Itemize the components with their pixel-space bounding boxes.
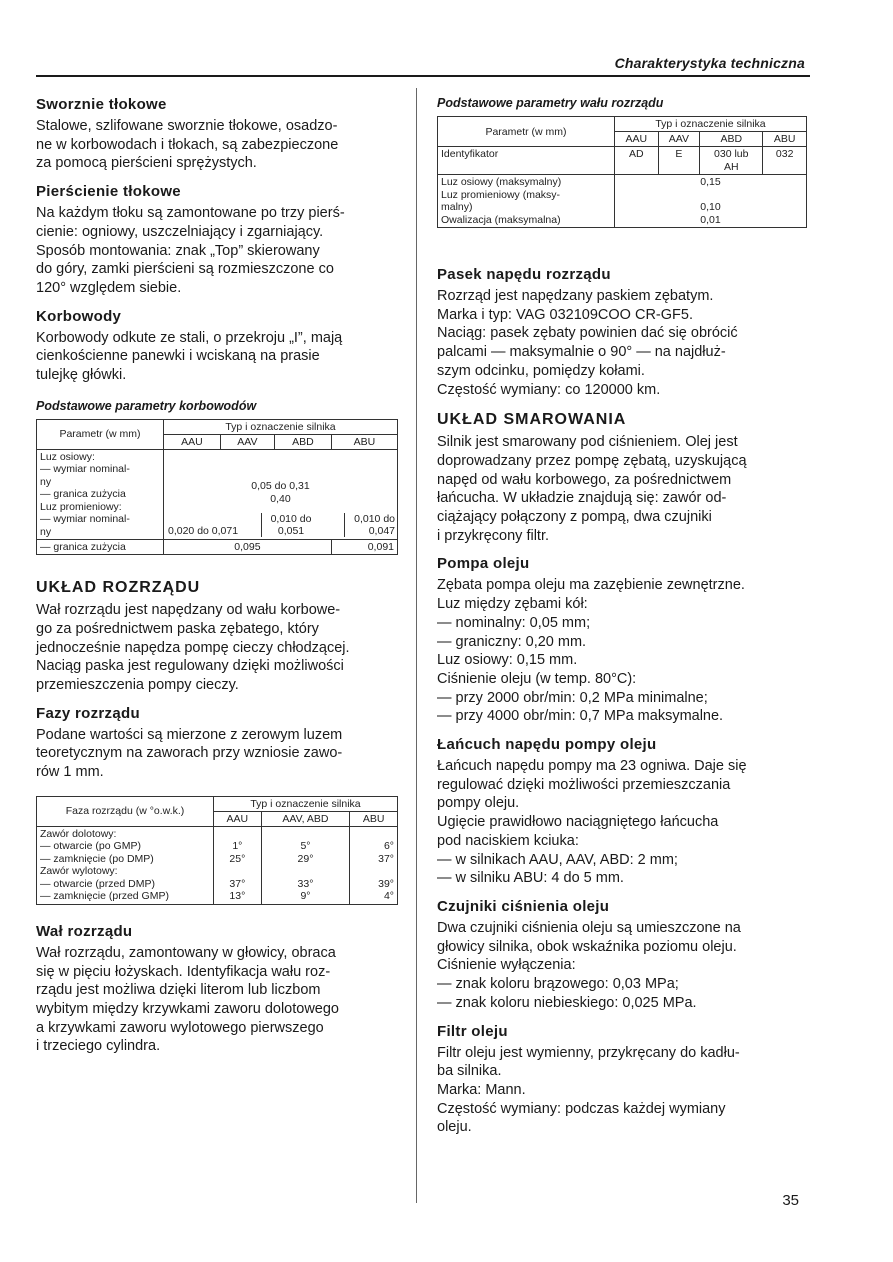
text-line: — wymiar nominal- xyxy=(40,513,130,526)
section-title: Pierścienie tłokowe xyxy=(36,183,181,201)
section-title: Pompa oleju xyxy=(437,555,530,573)
table-value: 29° xyxy=(297,852,314,865)
text-line: Filtr oleju jest wymienny, przykręcany do kadłu- xyxy=(437,1044,740,1061)
table-header: AAU xyxy=(214,811,262,826)
text-line: doprowadzany przez pompę zębatą, uzyskującą xyxy=(437,452,747,469)
table-header: ABU xyxy=(763,132,807,147)
text-line: Częstość wymiany: co 120000 km. xyxy=(437,381,661,398)
table-value: 0,010 do 0,047 xyxy=(344,513,395,537)
paragraph xyxy=(36,117,398,173)
text-line: Owalizacja (maksymalna) xyxy=(441,213,561,226)
text-line: wybitym między krzywkami zaworu dolotowego xyxy=(36,1000,339,1017)
table-value: 0,01 xyxy=(700,213,721,226)
text-line: Zawór wylotowy: xyxy=(40,865,118,878)
table-value: 37° xyxy=(229,877,246,890)
table-cell: Identyfikator xyxy=(438,147,615,175)
text-line: — zamknięcie (przed GMP) xyxy=(40,890,169,903)
text-line: rów 1 mm. xyxy=(36,764,104,781)
text-line: — graniczny: 0,20 mm. xyxy=(437,633,587,650)
text-line: oleju. xyxy=(437,1119,472,1136)
text-line: — znak koloru brązowego: 0,03 MPa; xyxy=(437,976,679,993)
table-value: 13° xyxy=(229,890,246,903)
left-column xyxy=(36,86,398,1062)
text-line: Wał rozrządu jest napędzany od wału korbowe- xyxy=(36,602,341,619)
text-line: — nominalny: 0,05 mm; xyxy=(437,614,591,631)
text-line: — granica zużycia xyxy=(40,488,126,501)
text-line: — zamknięcie (po DMP) xyxy=(40,852,154,865)
section-title: Korbowody xyxy=(36,307,122,325)
table-header: ABU xyxy=(331,434,397,449)
text-line: cienkościenne panewki i wciskaną na prasie xyxy=(36,348,320,365)
text-line: — przy 2000 obr/min: 0,2 MPa minimalne; xyxy=(437,689,708,706)
paragraph xyxy=(437,919,807,1013)
table-cell xyxy=(214,826,262,904)
table-header: AAV, ABD xyxy=(261,811,350,826)
text-line: Luz promieniowy: xyxy=(40,500,122,513)
table-header: ABD xyxy=(274,434,331,449)
table-header: AAV xyxy=(220,434,274,449)
table-header: Typ i oznaczenie silnika xyxy=(164,419,398,434)
text-line: malny) xyxy=(441,201,473,213)
section-title: Filtr oleju xyxy=(437,1022,508,1040)
text-line: a krzywkami zaworu wylotowego pierwszego xyxy=(36,1019,324,1036)
text-line: Luz osiowy (maksymalny) xyxy=(441,176,562,188)
text-line: — otwarcie (przed DMP) xyxy=(40,877,155,890)
text-line: go za pośrednictwem paska zębatego, który xyxy=(36,620,319,637)
table-value: 0,05 do 0,31 xyxy=(251,479,310,492)
chapter-title: UKŁAD ROZRZĄDU xyxy=(36,579,201,597)
table-value: 0,40 xyxy=(270,492,291,505)
table-header: Parametr (w mm) xyxy=(37,419,164,449)
text-line: Luz osiowy: 0,15 mm. xyxy=(437,652,578,669)
text-line: regulować dzięki możliwości przemieszczania xyxy=(437,776,731,793)
table-header: Typ i oznaczenie silnika xyxy=(615,117,807,132)
text-line: szym odcinku, pomiędzy kołami. xyxy=(437,362,645,379)
page-number: 35 xyxy=(782,1192,799,1209)
text-line: pompy oleju. xyxy=(437,795,520,812)
paragraph xyxy=(437,757,807,888)
paragraph xyxy=(36,601,398,695)
header-rule xyxy=(36,75,810,77)
table-cell: AD xyxy=(615,147,659,175)
running-title: Charakterystyka techniczna xyxy=(614,55,805,71)
text-line: Podane wartości są mierzone z zerowym luzem xyxy=(36,726,343,743)
text-line: — znak koloru niebieskiego: 0,025 MPa. xyxy=(437,994,697,1011)
text-line: — otwarcie (po GMP) xyxy=(40,840,141,853)
table-cell: — granica zużycia xyxy=(37,540,164,555)
valve-timing-table xyxy=(36,796,398,905)
table-value: 0,010 do 0,051 xyxy=(261,513,320,537)
text-line: Dwa czujniki ciśnienia oleju są umieszczone na xyxy=(437,919,741,936)
text-line: Silnik jest smarowany pod ciśnieniem. Olej jest xyxy=(437,434,738,451)
text-line: 120° względem siebie. xyxy=(36,279,182,296)
text-line: — przy 4000 obr/min: 0,7 MPa maksymalne. xyxy=(437,708,724,725)
text-line: — w silniku ABU: 4 do 5 mm. xyxy=(437,870,624,887)
text-line: przemieszczenia pompy cieczy. xyxy=(36,677,239,694)
section-title: Czujniki ciśnienia oleju xyxy=(437,897,610,915)
table-cell: 0,091 xyxy=(331,540,397,555)
text-line: się w pięciu łożyskach. Identyfikacja wału roz- xyxy=(36,963,331,980)
table-caption: Podstawowe parametry korbowodów xyxy=(36,398,257,413)
text-line: cienie: ogniowy, uszczelniający i zgarniający. xyxy=(36,223,324,240)
text-line: — wymiar nominal- xyxy=(40,463,130,476)
text-line: pod naciskiem kciuka: xyxy=(437,832,579,849)
table-value: 1° xyxy=(232,840,243,853)
text-line: Stalowe, szlifowane sworznie tłokowe, osadzo- xyxy=(36,118,338,134)
text-line: do góry, zamki pierścieni są rozmieszczone co xyxy=(36,261,334,278)
text-line: rządu jest możliwa dzięki literom lub liczbom xyxy=(36,982,321,999)
section-title: Pasek napędu rozrządu xyxy=(437,266,611,283)
table-cell: 032 xyxy=(763,147,807,175)
text-line: Zębata pompa oleju ma zazębienie zewnętrzne. xyxy=(437,577,745,594)
table-value: 6° xyxy=(383,840,394,853)
table-cell xyxy=(261,826,350,904)
text-line: Ugięcie prawidłowo naciągniętego łańcucha xyxy=(437,814,719,831)
table-cell xyxy=(164,449,398,540)
text-line: Zawór dolotowy: xyxy=(40,827,117,840)
table-cell: 0,095 xyxy=(164,540,332,555)
text-line: Ciśnienie oleju (w temp. 80°C): xyxy=(437,670,637,687)
text-line: Luz między zębami kół: xyxy=(437,596,588,613)
table-cell xyxy=(37,449,164,540)
text-line: Naciąg: pasek zębaty powinien dać się obrócić xyxy=(437,325,738,342)
section-title: Sworznie tłokowe xyxy=(36,96,167,113)
table-value: 9° xyxy=(300,890,311,903)
section-title: Łańcuch napędu pompy oleju xyxy=(437,736,657,754)
table-cell xyxy=(615,175,807,228)
text-line: — w silnikach AAU, AAV, ABD: 2 mm; xyxy=(437,851,678,868)
table-value: AH xyxy=(723,160,739,173)
text-line: ny xyxy=(40,475,52,488)
table-cell xyxy=(37,826,214,904)
paragraph xyxy=(36,726,398,782)
paragraph xyxy=(36,204,398,298)
table-value: 33° xyxy=(297,877,314,890)
table-value: 0,10 xyxy=(700,201,721,213)
table-cell: E xyxy=(658,147,700,175)
connecting-rod-table xyxy=(36,419,398,556)
text-line: palcami — maksymalnie o 90° — na najdłuż- xyxy=(437,344,726,361)
text-line: i trzeciego cylindra. xyxy=(36,1038,161,1055)
table-value: 0,020 do 0,071 xyxy=(168,525,239,538)
text-line: ne w korbowodach i tłokach, są zabezpieczone xyxy=(36,136,339,153)
table-header: ABD xyxy=(700,132,763,147)
table-cell xyxy=(700,147,763,175)
table-header: AAU xyxy=(164,434,221,449)
table-caption: Podstawowe parametry wału rozrządu xyxy=(437,96,664,110)
right-column xyxy=(437,86,807,1143)
text-line: jednocześnie napędza pompę cieczy chłodzącej. xyxy=(36,639,350,656)
camshaft-table xyxy=(437,116,807,228)
table-header: Parametr (w mm) xyxy=(438,117,615,147)
text-line: Luz osiowy: xyxy=(40,450,95,463)
text-line: ny xyxy=(40,525,52,538)
text-line: Rozrząd jest napędzany paskiem zębatym. xyxy=(437,288,714,304)
text-line: i przykręcony filtr. xyxy=(437,527,549,544)
column-divider xyxy=(416,88,417,1203)
text-line: łańcucha. W układzie znajdują się: zawór od- xyxy=(437,490,727,507)
text-line: napęd od wału korbowego, za pośrednictwem xyxy=(437,471,732,488)
text-line: Ciśnienie wyłączenia: xyxy=(437,957,576,974)
paragraph xyxy=(437,433,807,545)
table-value: 0,15 xyxy=(700,176,721,188)
text-line: Marka i typ: VAG 032109COO CR-GF5. xyxy=(437,306,693,323)
text-line: Korbowody odkute ze stali, o przekroju „I”, mają xyxy=(36,329,343,346)
table-value: 4° xyxy=(383,890,394,903)
text-line: głowicy silnika, obok wskaźnika poziomu oleju. xyxy=(437,938,737,955)
table-cell xyxy=(438,175,615,228)
table-header: Faza rozrządu (w °o.w.k.) xyxy=(37,796,214,826)
text-line: Naciąg paska jest regulowany dzięki możliwości xyxy=(36,658,344,675)
section-title: Wał rozrządu xyxy=(36,922,133,940)
text-line: tulejkę główki. xyxy=(36,367,127,384)
paragraph xyxy=(437,1044,807,1138)
chapter-title: UKŁAD SMAROWANIA xyxy=(437,411,627,429)
text-line: Wał rozrządu, zamontowany w głowicy, obraca xyxy=(36,944,336,961)
table-header: AAV xyxy=(658,132,700,147)
text-line: Na każdym tłoku są zamontowane po trzy pierś- xyxy=(36,205,345,222)
table-header: ABU xyxy=(350,811,398,826)
paragraph xyxy=(36,329,398,385)
text-line: ba silnika. xyxy=(437,1063,502,1080)
text-line: Sposób montowania: znak „Top” skierowany xyxy=(36,242,320,259)
table-header: Typ i oznaczenie silnika xyxy=(214,796,398,811)
paragraph xyxy=(437,576,807,726)
section-title: Fazy rozrządu xyxy=(36,704,140,722)
text-line: za pomocą pierścieni sprężystych. xyxy=(36,155,257,172)
table-value: 39° xyxy=(378,877,394,890)
table-cell xyxy=(350,826,398,904)
paragraph xyxy=(36,944,398,1056)
table-value: 5° xyxy=(300,840,311,853)
table-value: 25° xyxy=(229,852,246,865)
text-line: Częstość wymiany: podczas każdej wymiany xyxy=(437,1100,726,1117)
paragraph xyxy=(437,287,807,399)
text-line: Luz promieniowy (maksy- xyxy=(441,188,561,201)
table-value: 37° xyxy=(378,852,394,865)
text-line: Marka: Mann. xyxy=(437,1081,526,1098)
table-value: 030 lub xyxy=(714,148,749,160)
table-header: AAU xyxy=(615,132,659,147)
text-line: teoretycznym na zaworach przy wzniosie zawo- xyxy=(36,745,343,762)
text-line: Łańcuch napędu pompy ma 23 ogniwa. Daje się xyxy=(437,758,747,775)
text-line: ciążający połączony z pompą, dwa czujniki xyxy=(437,509,712,526)
